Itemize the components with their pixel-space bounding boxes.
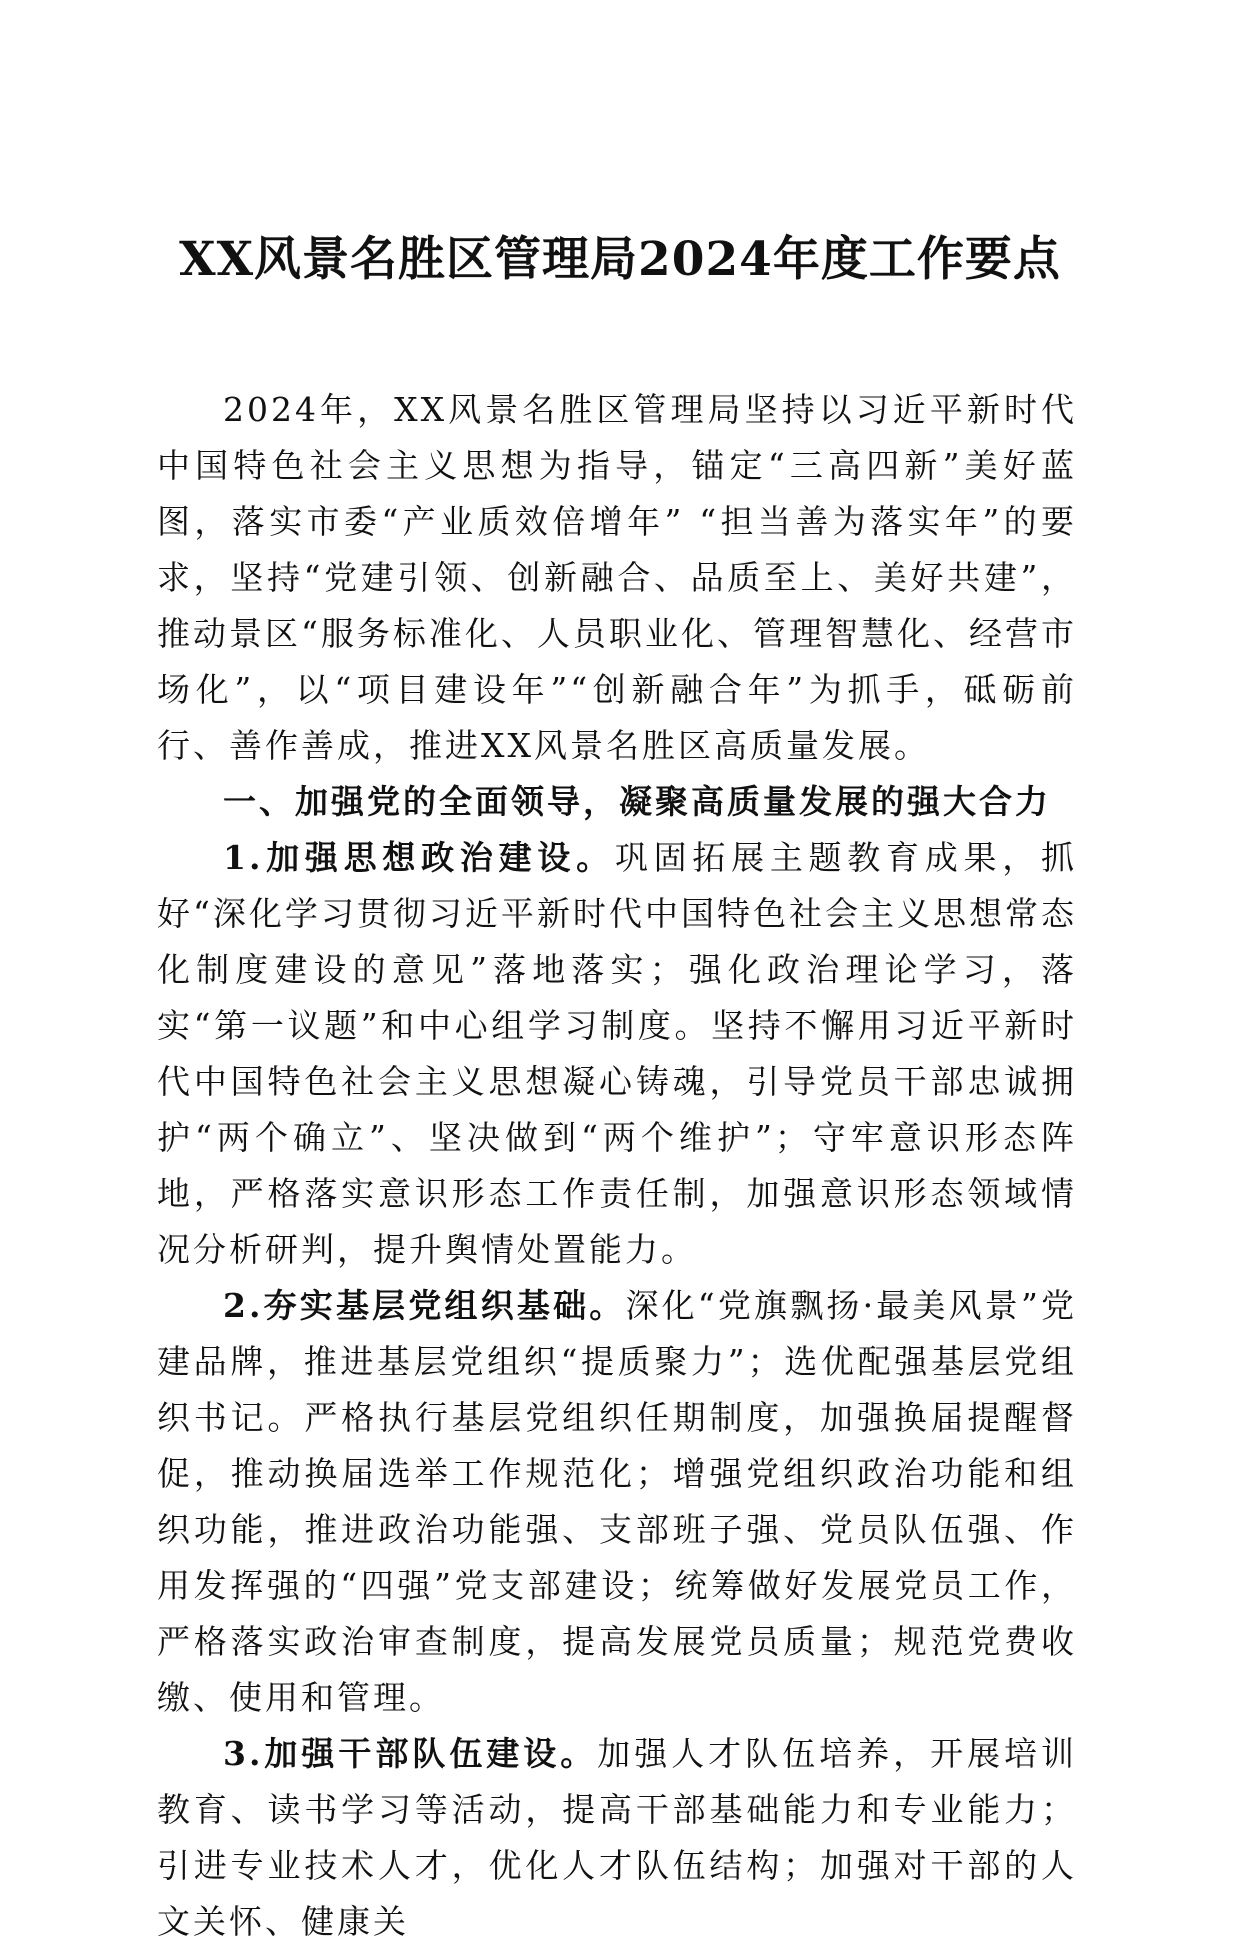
item-text: 巩固拓展主题教育成果，抓好“深化学习贯彻习近平新时代中国特色社会主义思想常态化制度建设的意见”落地落实；强化政治理论学习，落实“第一议题”和中心组学习制度。坚持不懈用习近平新时代中国特色社会主义思想凝心铸魂，引导党员干部忠诚拥护“两个确立”、坚决做到“两个维护”；守牢意识形态阵地，严格落实意识形态工作责任制，加强意识形态领域情况分析研判，提升舆情处置能力。 [157, 838, 1078, 1269]
intro-paragraph: 2024年，XX风景名胜区管理局坚持以习近平新时代中国特色社会主义思想为指导，锚定“三高四新”美好蓝图，落实市委“产业质效倍增年” “担当善为落实年”的要求，坚持“党建引领、创新融合、品质至上、美好共建”，推动景区“服务标准化、人员职业化、管理智慧化、经营市场化”，以“项目建设年”“创新融合年”为抓手，砥砺前行、善作善成，推进XX风景名胜区高质量发展。 [157, 390, 1077, 765]
item-lead: 3.加强干部队伍建设。 [223, 1734, 598, 1773]
document-body [157, 382, 1077, 1950]
section-heading: 一、加强党的全面领导，凝聚高质量发展的强大合力 [223, 782, 1051, 821]
item-paragraph [157, 830, 1077, 1278]
item-paragraph [157, 1726, 1077, 1950]
item-text: 加强人才队伍培养，开展培训教育、读书学习等活动，提高干部基础能力和专业能力；引进专业技术人才，优化人才队伍结构；加强对干部的人文关怀、健康关 [157, 1734, 1078, 1941]
item-text: 深化“党旗飘扬·最美风景”党建品牌，推进基层党组织“提质聚力”；选优配强基层党组织书记。严格执行基层党组织任期制度，加强换届提醒督促，推动换届选举工作规范化；增强党组织政治功能和组织功能，推进政治功能强、支部班子强、党员队伍强、作用发挥强的“四强”党支部建设；统筹做好发展党员工作，严格落实政治审查制度，提高发展党员质量；规范党费收缴、使用和管理。 [157, 1286, 1078, 1717]
item-lead: 2.夯实基层党组织基础。 [223, 1286, 626, 1325]
item-paragraph [157, 1278, 1077, 1726]
document-title: XX风景名胜区管理局2024年度工作要点 [179, 232, 1061, 287]
item-lead: 1.加强思想政治建设。 [223, 838, 615, 877]
